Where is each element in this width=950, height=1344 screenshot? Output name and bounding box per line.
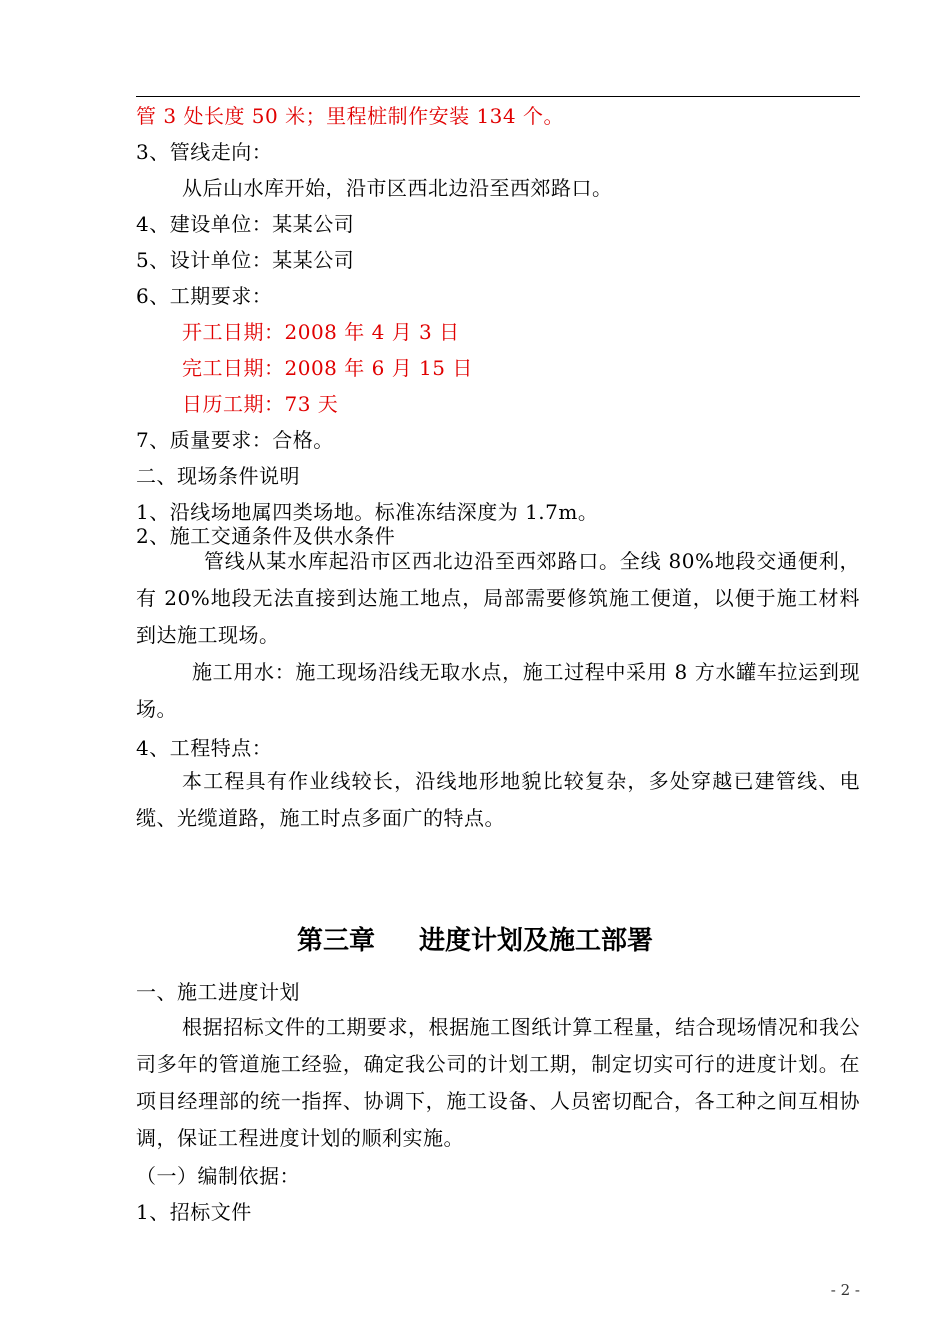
- water-paragraph: 施工用水：施工现场沿线无取水点，施工过程中采用 8 方水罐车拉运到现场。: [136, 660, 860, 721]
- chapter-number: 第三章: [296, 926, 375, 956]
- quality-requirement: 7、质量要求：合格。: [136, 428, 334, 452]
- page-number: - 2 -: [830, 1281, 860, 1299]
- site-conditions-heading: 二、现场条件说明: [136, 464, 300, 488]
- basis-heading: （一）编制依据：: [136, 1164, 300, 1188]
- start-date: 开工日期：2008 年 4 月 3 日: [182, 320, 460, 344]
- chapter-title: [0, 924, 950, 958]
- route-text: 从后山水库开始，沿市区西北边沿至西郊路口。: [182, 176, 613, 200]
- header-rule: [136, 96, 860, 97]
- calendar-duration: 日历工期：73 天: [182, 392, 339, 416]
- end-date: 完工日期：2008 年 6 月 15 日: [182, 356, 473, 380]
- schedule-heading: 6、工期要求：: [136, 284, 273, 308]
- schedule-plan-heading: 一、施工进度计划: [136, 980, 300, 1004]
- traffic-paragraph: 管线从某水库起沿市区西北边沿至西郊路口。全线 80%地段交通便利，有 20%地段无法直接到达施工地点，局部需要修筑施工便道，以便于施工材料到达施工现场。: [136, 549, 860, 647]
- pipe-summary-line: 管 3 处长度 50 米；里程桩制作安装 134 个。: [136, 104, 564, 128]
- features-paragraph: 本工程具有作业线较长，沿线地形地貌比较复杂，多处穿越已建管线、电缆、光缆道路，施工时点多面广的特点。: [136, 769, 860, 830]
- schedule-plan-paragraph: 根据招标文件的工期要求，根据施工图纸计算工程量，结合现场情况和我公司多年的管道施工经验，确定我公司的计划工期，制定切实可行的进度计划。在项目经理部的统一指挥、协调下，施工设备、人员密切配合，各工种之间互相协调，保证工程进度计划的顺利实施。: [136, 1015, 860, 1150]
- chapter-name: 进度计划及施工部署: [419, 926, 654, 956]
- builder-line: 4、建设单位：某某公司: [136, 212, 355, 236]
- soil-condition: 1、沿线场地属四类场地。标准冻结深度为 1.7m。: [136, 500, 599, 524]
- traffic-water-heading: 2、施工交通条件及供水条件: [136, 524, 396, 548]
- route-heading: 3、管线走向：: [136, 140, 273, 164]
- designer-line: 5、设计单位：某某公司: [136, 248, 355, 272]
- features-heading: 4、工程特点：: [136, 736, 273, 760]
- basis-item-tender-docs: 1、招标文件: [136, 1200, 252, 1224]
